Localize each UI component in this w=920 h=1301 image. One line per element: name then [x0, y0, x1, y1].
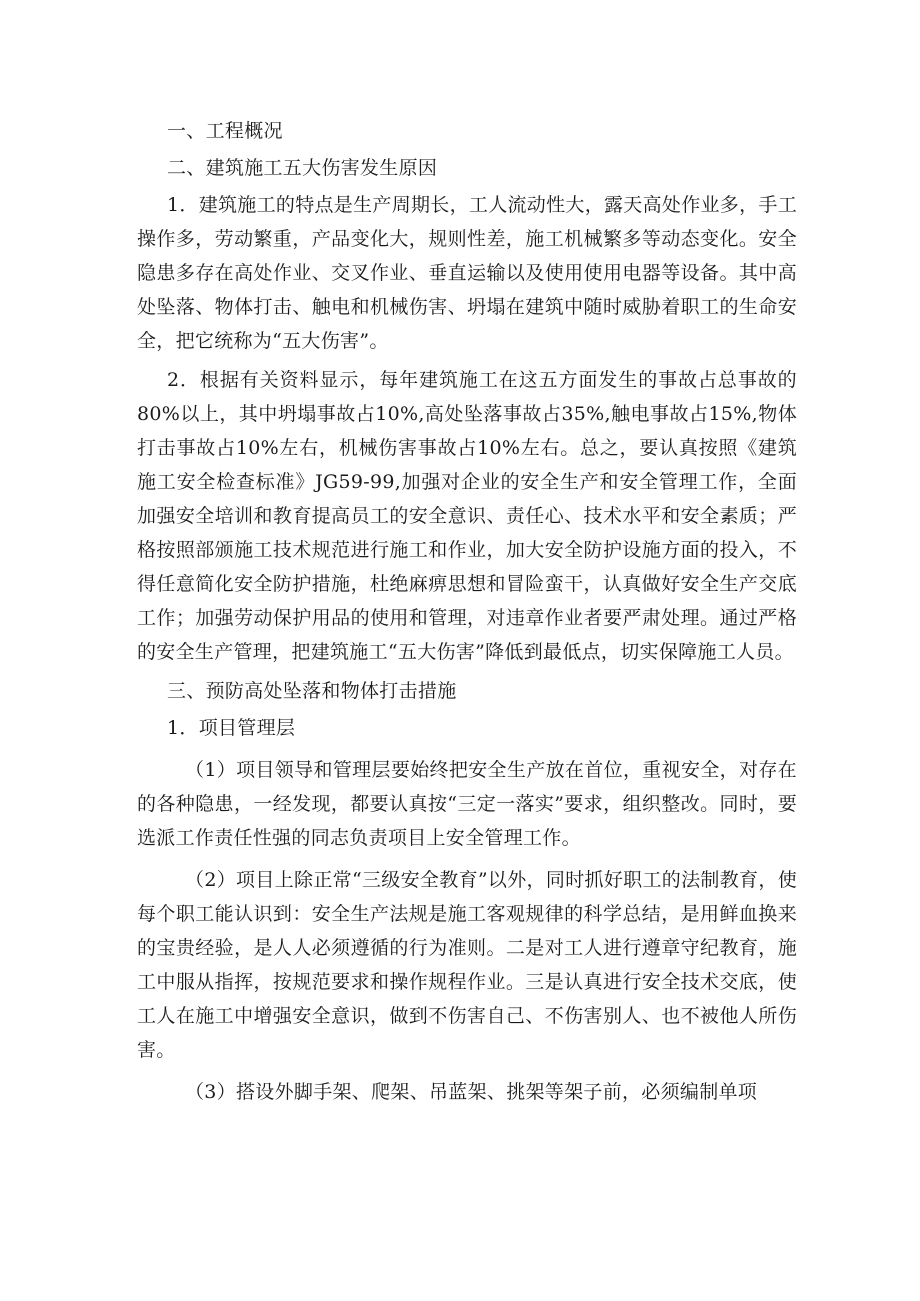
list-item-safety-education: （2）项目上除正常“三级安全教育”以外，同时抓好职工的法制教育，使每个职工能认识到：安全生产法规是施工客观规律的科学总结，是用鲜血换来的宝贵经验，是人人必须遵循的行为准则。二是对工人进行遵章守纪教育，施工中服从指挥，按规范要求和操作规程作业。三是认真进行安全技术交底，使工人在施工中增强安全意识，做到不伤害自己、不伤害别人、也不被他人所伤害。 — [137, 869, 797, 1061]
section-heading-injury-causes: 二、建筑施工五大伤害发生原因 — [167, 157, 438, 179]
subheading-project-management: 1．项目管理层 — [167, 717, 296, 739]
paragraph-accident-statistics: 2．根据有关资料显示，每年建筑施工在这五方面发生的事故占总事故的80%以上，其中坍塌事故占10%,高处坠落事故占35%,触电事故占15%,物体打击事故占10%左右，机械伤害事故占10%左右。总之，要认真按照《建筑施工安全检查标准》JG59-99,加强对企业的安全生产和安全管理工作，全面加强安全培训和教育提高员工的安全意识、责任心、技术水平和安全素质；严格按照部颁施工技术规范进行施工和作业，加大安全防护设施方面的投入，不得任意简化安全防护措施，杜绝麻痹思想和冒险蛮干，认真做好安全生产交底工作；加强劳动保护用品的使用和管理，对违章作业者要严肃处理。通过严格的安全生产管理，把建筑施工“五大伤害”降低到最低点，切实保障施工人员。 — [137, 369, 797, 663]
list-item-scaffold-plan: （3）搭设外脚手架、爬架、吊蓝架、挑架等架子前，必须编制单项 — [185, 1081, 758, 1103]
document-body — [137, 114, 797, 1109]
section-heading-overview: 一、工程概况 — [167, 120, 283, 142]
section-heading-prevention-measures: 三、预防高处坠落和物体打击措施 — [167, 680, 457, 702]
list-item-management-priority: （1）项目领导和管理层要始终把安全生产放在首位，重视安全，对存在的各种隐患，一经发现，都要认真按“三定一落实”要求，组织整改。同时，要选派工作责任性强的同志负责项目上安全管理工作。 — [137, 759, 797, 849]
paragraph-construction-characteristics: 1．建筑施工的特点是生产周期长，工人流动性大，露天高处作业多，手工操作多，劳动繁重，产品变化大，规则性差，施工机械繁多等动态变化。安全隐患多存在高处作业、交叉作业、垂直运输以及使用使用电器等设备。其中高处坠落、物体打击、触电和机械伤害、坍塌在建筑中随时威胁着职工的生命安全，把它统称为“五大伤害”。 — [137, 194, 797, 352]
